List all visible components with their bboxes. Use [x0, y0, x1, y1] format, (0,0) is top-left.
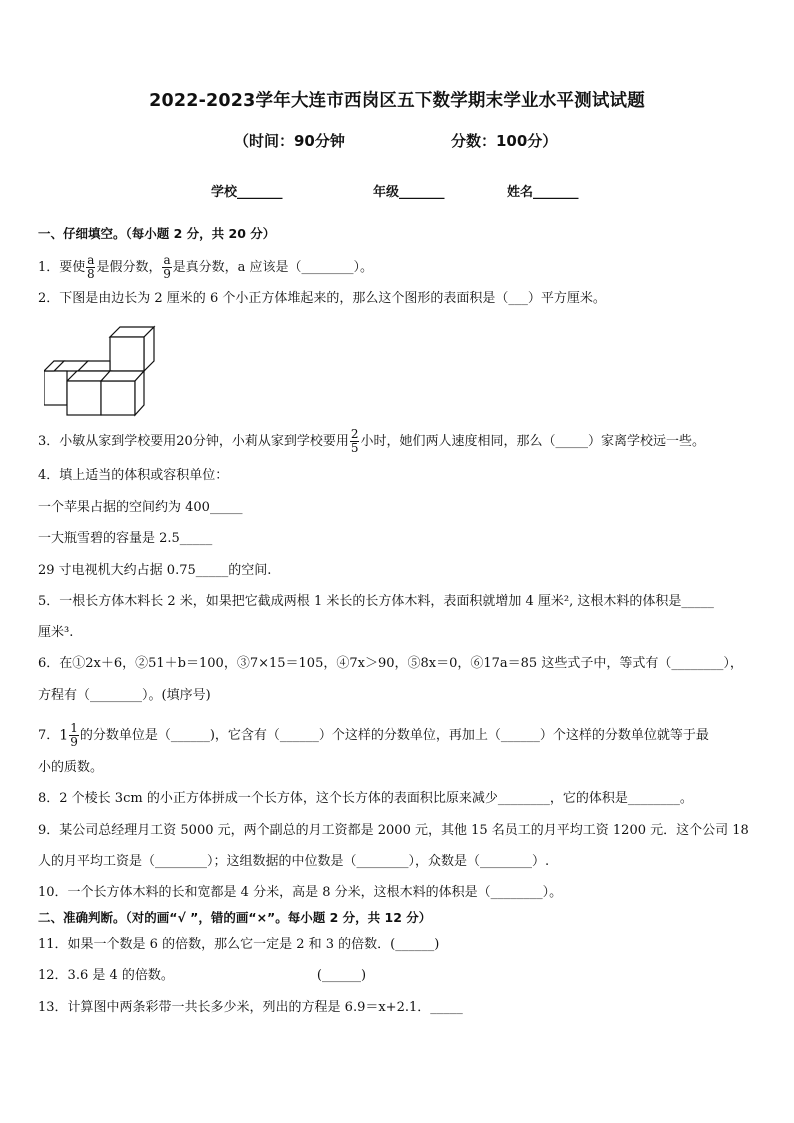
exam-score: 分数：100分） [451, 132, 558, 150]
question-7-line-1 [38, 722, 709, 749]
cube-front-face [44, 371, 67, 405]
question-4-line-2: 一大瓶雪碧的容量是 2.5_____ [38, 531, 213, 546]
fraction-numerator: 1 [70, 721, 78, 735]
q3-text-b: 小时，她们两人速度相同，那么（_____）家离学校远一些。 [360, 434, 705, 449]
question-1 [38, 254, 373, 281]
section-2-heading: 二、准确判断。（对的画“√ ”，错的画“×”。每小题 2 分，共 12 分） [38, 910, 432, 925]
q12-text: 12．3.6 是 4 的倍数。 [38, 968, 174, 983]
fraction-denominator: 8 [87, 267, 95, 281]
cube-front-face [67, 381, 101, 415]
question-11: 11．如果一个数是 6 的倍数，那么它一定是 2 和 3 的倍数．(______) [38, 937, 440, 952]
fraction-2-over-5 [350, 428, 360, 455]
question-10: 10．一个长方体木料的长和宽都是 4 分米，高是 8 分米，这根木料的体积是（________）。 [38, 885, 563, 900]
fraction-numerator: a [87, 253, 95, 267]
name-field[interactable]: 姓名_______ [507, 185, 579, 200]
fraction-a-over-8 [86, 254, 95, 281]
question-4-line-1: 一个苹果占据的空间约为 400_____ [38, 500, 243, 515]
section-1-heading: 一、仔细填空。（每小题 2 分，共 20 分） [38, 226, 276, 241]
stacked-cubes-figure [44, 325, 164, 417]
q7-text: 的分数单位是（______)，它含有（______）个这样的分数单位，再加上（______）个这样的分数单位就等于最 [79, 728, 709, 743]
page-title: 2022-2023学年大连市西岗区五下数学期末学业水平测试试题 [149, 91, 645, 111]
cube-front-face [110, 337, 144, 371]
q12-answer-blank[interactable]: (______) [316, 968, 367, 983]
q7-number: 7． [38, 728, 60, 743]
question-9-line-2: 人的月平均工资是（________）；这组数据的中位数是（________），众数是（________）. [38, 854, 550, 869]
question-7-line-2: 小的质数。 [38, 760, 104, 775]
question-5-line-2: 厘米³. [38, 625, 74, 640]
grade-field[interactable]: 年级_______ [373, 185, 445, 200]
question-8: 8．2 个棱长 3cm 的小正方体拼成一个长方体，这个长方体的表面积比原来减少________，它的体积是________。 [38, 791, 693, 806]
question-9-line-1: 9．某公司总经理月工资 5000 元，两个副总的月工资都是 2000 元，其他 15 名员工的月平均工资 1200 元．这个公司 18 [38, 823, 749, 838]
fraction-a-over-9 [162, 254, 171, 281]
question-12 [38, 967, 366, 985]
mixed-number-whole: 1 [59, 727, 69, 744]
question-13: 13．计算图中两条彩带一共长多少米，列出的方程是 6.9＝x+2.1．_____ [38, 1000, 463, 1015]
question-6-line-1: 6．在①2x＋6，②51＋b＝100，③7×15＝105，④7x＞90，⑤8x＝0，⑥17a＝85 这些式子中，等式有（________）， [38, 656, 743, 671]
q1-text-a: 1．要使 [38, 260, 86, 275]
fraction-denominator: 9 [163, 267, 171, 281]
fraction-denominator: 5 [350, 441, 359, 455]
question-3 [38, 428, 705, 455]
question-4-heading: 4．填上适当的体积或容积单位： [38, 468, 229, 483]
q1-text-b: 是假分数， [96, 260, 162, 275]
fraction-denominator: 9 [70, 735, 78, 749]
fraction-numerator: a [163, 253, 171, 267]
fraction-1-over-9 [69, 722, 79, 749]
question-2: 2．下图是由边长为 2 厘米的 6 个小正方体堆起来的，那么这个图形的表面积是（___）平方厘米。 [38, 291, 606, 306]
fraction-numerator: 2 [350, 427, 359, 441]
question-5-line-1: 5．一根长方体木料长 2 米，如果把它截成两根 1 米长的长方体木料，表面积就增加 4 厘米², 这根木料的体积是_____ [38, 594, 714, 609]
question-4-line-3: 29 寸电视机大约占据 0.75_____的空间. [38, 563, 272, 578]
exam-time: （时间：90分钟 [234, 132, 345, 150]
q1-text-c: 是真分数，a 应该是（________）。 [172, 260, 373, 275]
cube-front-face [101, 381, 135, 415]
question-6-line-2: 方程有（________）。(填序号) [38, 688, 211, 703]
school-field[interactable]: 学校_______ [211, 185, 283, 200]
q3-text-a: 3．小敏从家到学校要用20分钟，小莉从家到学校要用 [38, 434, 349, 449]
